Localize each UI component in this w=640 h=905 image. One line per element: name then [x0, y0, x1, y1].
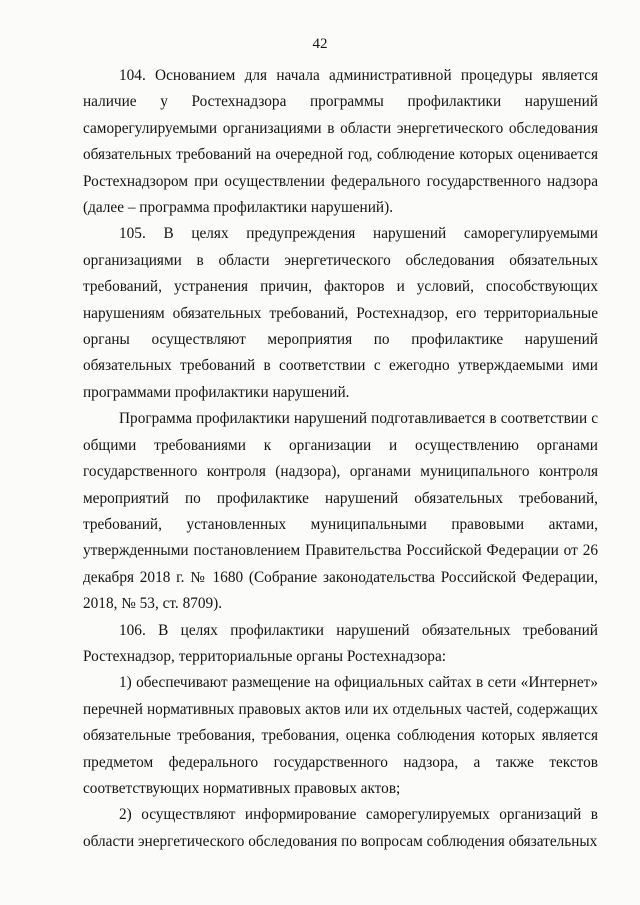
paragraph-105: 105. В целях предупреждения нарушений саморегулируемыми организациями в области энергетического обследования обязательных требований, устранения причин, факторов и условий, способствующих нарушениям обязательных требований, Ростехнадзор, его территориальные органы осуществляют мероприятия по профилактике нарушений обязательных требований в соответствии с ежегодно утверждаемыми ими программами профилактики нарушений.	[83, 225, 598, 401]
paragraph-program: Программа профилактики нарушений подготавливается в соответствии с общими требованиями к организации и осуществлению органами государственного контроля (надзора), органами муниципального контроля мероприятий по профилактике нарушений обязательных требований, требований, установленных муниципальными правовыми актами, утвержденными постановлением Правительства Российской Федерации от 26 декабря 2018 г. № 1680 (Собрание законодательства Российской Федерации, 2018, № 53, ст. 8709).	[83, 410, 598, 613]
paragraph-106-item-1: 1) обеспечивают размещение на официальных сайтах в сети «Интернет» перечней нормативных правовых актов или их отдельных частей, содержащих обязательные требования, требования, оценка соблюдения которых является предметом федерального государственного надзора, а также текстов соответствующих нормативных правовых актов;	[83, 674, 598, 797]
page-number: 42	[312, 36, 328, 52]
paragraph-104: 104. Основанием для начала административной процедуры является наличие у Ростехнадзора программы профилактики нарушений саморегулируемыми организациями в области энергетического обследования обязательных требований на очередной год, соблюдение которых оценивается Ростехнадзором при осуществлении федерального государственного надзора (далее – программа профилактики нарушений).	[83, 67, 598, 217]
paragraph-106: 106. В целях профилактики нарушений обязательных требований Ростехнадзор, территориальные органы Ростехнадзора:	[83, 621, 598, 665]
paragraph-106-item-2: 2) осуществляют информирование саморегулируемых организаций в области энергетического обследования по вопросам соблюдения обязательных	[83, 806, 598, 850]
document-body	[83, 63, 598, 855]
